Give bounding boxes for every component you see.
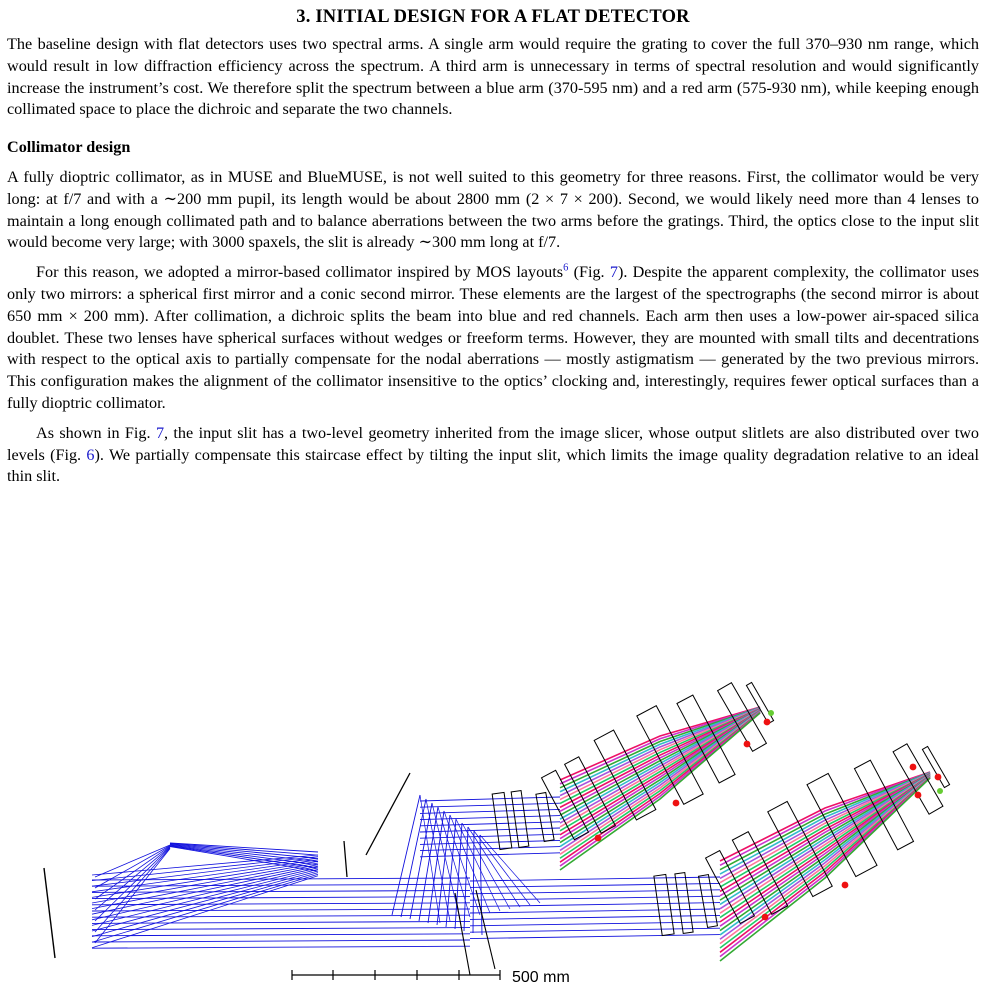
optical-layout-figure <box>0 655 984 988</box>
paper-page <box>7 0 979 488</box>
ray-line <box>92 934 470 936</box>
focus-mark <box>910 764 917 771</box>
paragraph-text: ). Despite the apparent complexity, the collimator uses only two mirrors: a spherical first mirror and a conic second mirror. These elements are the largest of the spectrographs (the second mirror is about 650 mm × 200 mm). After collimation, a dichroic splits the beam into blue and red channels. Each arm then uses a low-power air-spaced silica doublet. These two lenses have spherical surfaces without wedges or freeform terms. However, they are mounted with small tilts and decentrations with respect to the optical axis to partially compensate for the nodal aberrations — mostly astigmatism — generated by the two previous mirrors. This configuration makes the alignment of the collimator insensitive to the optics’ clocking and, interestingly, requires fewer optical surfaces than a fully dioptric collimator. <box>7 263 979 412</box>
focus-mark <box>673 800 680 807</box>
collimator-paragraph-2 <box>7 262 979 415</box>
collimator-lens <box>654 874 674 935</box>
ray-line <box>92 946 470 948</box>
scale-bar <box>292 970 500 980</box>
paragraph-text: For this reason, we adopted a mirror-based collimator inspired by MOS layouts <box>36 263 564 282</box>
focus-mark <box>915 792 922 799</box>
collimated-beams <box>92 795 720 948</box>
collimator-lens <box>511 791 529 848</box>
ray-line <box>95 846 170 888</box>
ray-line <box>470 915 720 919</box>
red-arm-ray <box>720 775 930 909</box>
focus-mark <box>762 914 769 921</box>
focus-mark <box>842 882 849 889</box>
section-title: 3. INITIAL DESIGN FOR A FLAT DETECTOR <box>296 7 690 27</box>
ray-line <box>420 847 560 851</box>
focus-mark <box>595 835 602 842</box>
paragraph-text: (Fig. <box>568 263 610 282</box>
ray-line <box>420 822 560 826</box>
focus-mark <box>935 774 942 781</box>
ray-line <box>473 831 474 933</box>
optical-layout-diagram <box>0 655 984 988</box>
focus-mark <box>764 719 771 726</box>
ray-line <box>470 935 720 939</box>
ray-line <box>470 877 720 881</box>
grating <box>699 875 718 928</box>
ray-line <box>419 807 438 921</box>
red-arm-ray <box>720 775 930 913</box>
collimator-paragraph-1: A fully dioptric collimator, as in MUSE and BlueMUSE, is not well suited to this geometry for three reasons. First, the collimator would be very long: at f/7 and with a ∼200 mm pupil, its length would be about 2800 mm (2 × 7 × 200). Second, we would likely need more than 4 lenses to maintain a long enough collimated path and to balance aberrations between the two arms before the gratings. Third, the optics close to the input slit would become very large; with 3000 spaxels, the slit is already ∼300 mm long at f/7. <box>7 167 979 252</box>
focus-mark <box>768 710 774 716</box>
ray-line <box>470 890 720 894</box>
ray-line <box>420 853 560 857</box>
focus-mark <box>937 788 943 794</box>
ray-line <box>170 844 318 858</box>
ray-line <box>420 803 560 807</box>
subsection-heading: Collimator design <box>7 138 131 157</box>
ray-line <box>428 811 444 923</box>
figure-ref-link[interactable]: 7 <box>609 263 618 282</box>
ray-line <box>470 896 720 900</box>
ray-line <box>470 909 720 913</box>
ray-line <box>92 884 470 886</box>
ray-line <box>92 921 470 923</box>
ray-line <box>92 940 470 942</box>
citation-link[interactable]: 6 <box>563 262 569 274</box>
fold-mirror <box>366 773 410 855</box>
ray-line <box>468 827 520 907</box>
paragraph-text: ). We partially compensate this staircase effect by tilting the input slit, which limits the image quality degradation relative to an ideal thin slit. <box>7 445 979 486</box>
paragraph-text: , the input slit has a two-level geometry inherited from the image slicer, whose output slitlets are also distributed over two levels (Fig. <box>7 423 979 464</box>
collimator-paragraph-3 <box>7 423 979 488</box>
blue-arm-ray <box>560 710 760 827</box>
paragraph-text: As shown in Fig. <box>36 423 156 442</box>
figure-ref-link[interactable]: 7 <box>155 423 165 442</box>
ray-line <box>92 890 470 892</box>
blue-arm-ray <box>560 711 760 835</box>
figure-ref-link[interactable]: 6 <box>86 445 95 464</box>
intro-paragraph: The baseline design with flat detectors uses two spectral arms. A single arm would require the grating to cover the full 370–930 nm range, which would result in low diffraction efficiency across the spectrum. A third arm is unnecessary in terms of spectral resolution and would significantly increase the instrument’s cost. We therefore split the spectrum between a blue arm (370-595 nm) and a red arm (575-930 nm), while keeping enough collimated space to place the dichroic and separate the two channels. <box>7 35 979 119</box>
collimator-lens <box>492 792 512 849</box>
red-arm-ray <box>720 775 930 917</box>
ray-line <box>92 928 470 930</box>
focus-mark <box>744 741 751 748</box>
ray-line <box>470 883 720 887</box>
ray-line <box>92 909 470 911</box>
ray-line <box>480 835 482 935</box>
scale-bar-label: 500 mm <box>512 969 570 986</box>
second-mirror <box>344 841 347 877</box>
ray-line <box>420 797 560 801</box>
first-mirror <box>44 868 55 958</box>
